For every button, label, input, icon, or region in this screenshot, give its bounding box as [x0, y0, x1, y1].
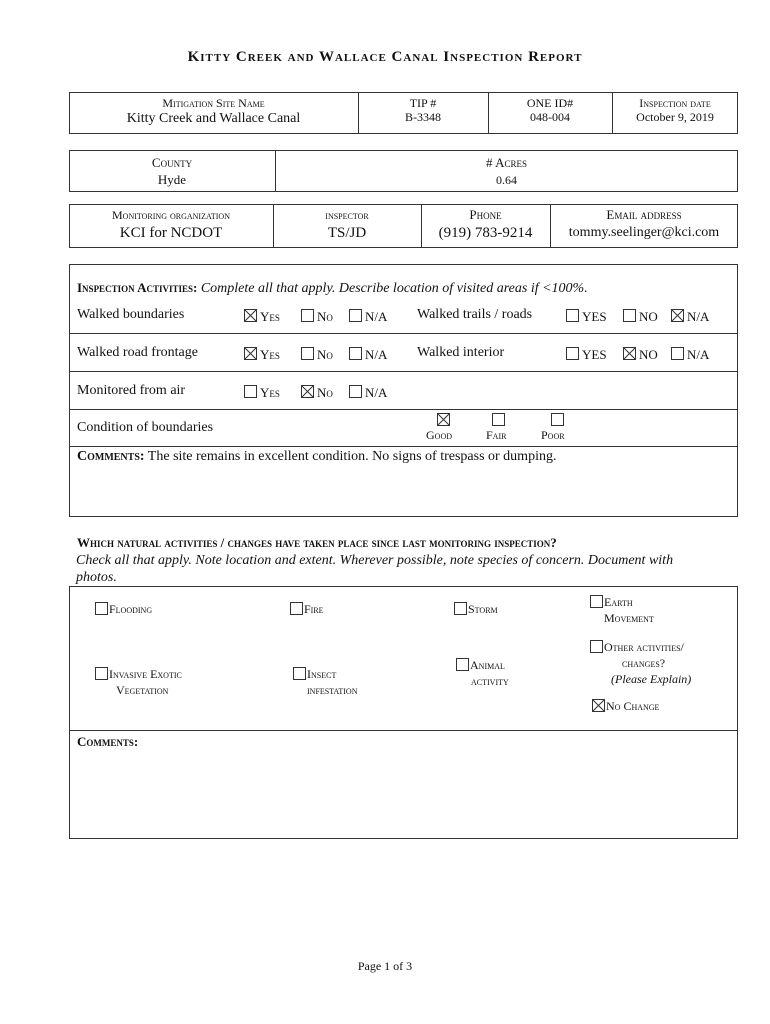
walked-interior-yes-checkbox[interactable] [566, 347, 579, 360]
inspection-activities-heading: Inspection Activities: [77, 280, 198, 295]
storm-checkbox[interactable] [454, 602, 467, 615]
acres-value: 0.64 [496, 173, 517, 187]
monitoring-org-value: KCI for NCDOT [119, 225, 223, 241]
tip-value: B-3348 [405, 110, 441, 124]
walked-interior-na-checkbox[interactable] [671, 347, 684, 360]
insect-infestation-label-line2: infestation [307, 683, 358, 697]
condition-poor-label: Poor [541, 428, 565, 442]
walked-boundaries-yes-label: Yes [260, 309, 280, 324]
no-change-checkbox[interactable] [592, 699, 605, 712]
walked-trails-no-checkbox[interactable] [623, 309, 636, 322]
other-activities-checkbox[interactable] [590, 640, 603, 653]
animal-activity-checkbox[interactable] [456, 658, 469, 671]
walked-road-frontage-label: Walked road frontage [77, 345, 198, 360]
monitored-from-air-no-checkbox[interactable] [301, 385, 314, 398]
condition-fair-checkbox[interactable] [492, 413, 505, 426]
walked-road-frontage-yes-checkbox[interactable] [244, 347, 257, 360]
condition-good-label: Good [426, 428, 452, 442]
earth-movement-checkbox[interactable] [590, 595, 603, 608]
walked-interior-no-label: NO [639, 347, 658, 362]
walked-trails-label: Walked trails / roads [417, 307, 533, 322]
storm-label: Storm [468, 602, 498, 616]
monitoring-org-label: Monitoring organization [112, 208, 230, 222]
email-value: tommy.seelinger@kci.com [568, 225, 720, 240]
check-x-icon [672, 310, 683, 321]
monitored-from-air-label: Monitored from air [77, 383, 186, 398]
condition-poor-checkbox[interactable] [551, 413, 564, 426]
walked-interior-no-checkbox[interactable] [623, 347, 636, 360]
report-title: Kitty Creek and Wallace Canal Inspection Report [187, 49, 583, 65]
one-id-label: ONE ID# [526, 96, 574, 110]
fire-checkbox[interactable] [290, 602, 303, 615]
check-x-icon [593, 700, 604, 711]
insect-infestation-checkbox[interactable] [293, 667, 306, 680]
walked-interior-na-label: N/A [687, 347, 710, 362]
natural-comments-field[interactable] [70, 752, 737, 838]
walked-interior-yes-label: YES [582, 347, 607, 362]
check-x-icon [245, 348, 256, 359]
inspection-comments-label: Comments: [77, 449, 145, 464]
other-activities-label-line1: Other activities/ [604, 640, 684, 654]
county-value: Hyde [157, 172, 187, 187]
monitored-from-air-yes-label: Yes [260, 385, 280, 400]
walked-trails-yes-checkbox[interactable] [566, 309, 579, 322]
inspection-comments-text[interactable]: The site remains in excellent condition. No signs of trespass or dumping. [144, 449, 557, 464]
walked-boundaries-na-label: N/A [365, 309, 388, 324]
fire-label: Fire [304, 602, 324, 616]
walked-trails-yes-label: YES [582, 309, 607, 324]
walked-road-frontage-no-checkbox[interactable] [301, 347, 314, 360]
invasive-exotic-label-line2: Vegetation [116, 683, 169, 697]
tip-label: TIP # [409, 96, 437, 110]
animal-activity-label-line1: Animal [470, 658, 505, 672]
inspection-date-value: October 9, 2019 [636, 110, 714, 124]
email-label: Email address [606, 207, 682, 222]
phone-value: (919) 783-9214 [438, 225, 533, 241]
natural-activities-instructions: Check all that apply. Note location and extent. Wherever possible, note species of concern. Document with photos. [76, 553, 674, 585]
check-x-icon [302, 386, 313, 397]
check-x-icon [438, 414, 449, 425]
county-label: County [151, 155, 193, 170]
invasive-exotic-label-line1: Invasive Exotic [109, 667, 182, 681]
earth-movement-label-line1: Earth [604, 595, 633, 609]
inspector-value: TS/JD [327, 225, 367, 241]
walked-trails-na-label: N/A [687, 309, 710, 324]
walked-boundaries-no-checkbox[interactable] [301, 309, 314, 322]
walked-boundaries-label: Walked boundaries [77, 307, 185, 322]
insect-infestation-label-line1: Insect [307, 667, 337, 681]
phone-label: Phone [469, 207, 502, 222]
monitored-from-air-yes-checkbox[interactable] [244, 385, 257, 398]
walked-road-frontage-na-label: N/A [365, 347, 388, 362]
walked-trails-na-checkbox[interactable] [671, 309, 684, 322]
walked-boundaries-yes-checkbox[interactable] [244, 309, 257, 322]
walked-interior-label: Walked interior [417, 345, 505, 360]
acres-label: # Acres [486, 155, 527, 170]
walked-road-frontage-no-label: No [317, 347, 333, 362]
no-change-label: No Change [606, 699, 660, 713]
walked-trails-no-label: NO [639, 309, 658, 324]
natural-comments-label: Comments: [77, 734, 139, 749]
inspection-date-label: Inspection date [639, 96, 711, 110]
monitored-from-air-na-label: N/A [365, 385, 388, 400]
monitored-from-air-no-label: No [317, 385, 333, 400]
inspection-activities-instructions: Complete all that apply. Describe location of visited areas if <100%. [197, 281, 588, 296]
other-activities-label-line2: changes? [622, 656, 666, 670]
animal-activity-label-line2: activity [471, 674, 509, 688]
walked-road-frontage-yes-label: Yes [260, 347, 280, 362]
earth-movement-label-line2: Movement [604, 611, 654, 625]
flooding-checkbox[interactable] [95, 602, 108, 615]
natural-activities-heading: Which natural activities / changes have taken place since last monitoring inspection? [77, 535, 557, 550]
other-activities-label-line3: (Please Explain) [611, 672, 692, 686]
site-name-value: Kitty Creek and Wallace Canal [126, 111, 301, 126]
condition-fair-label: Fair [486, 428, 507, 442]
invasive-exotic-vegetation-checkbox[interactable] [95, 667, 108, 680]
inspector-label: inspector [325, 208, 369, 222]
page-number: Page 1 of 3 [357, 959, 413, 973]
monitored-from-air-na-checkbox[interactable] [349, 385, 362, 398]
walked-boundaries-na-checkbox[interactable] [349, 309, 362, 322]
check-x-icon [624, 348, 635, 359]
site-name-label: Mitigation Site Name [162, 96, 265, 110]
condition-of-boundaries-label: Condition of boundaries [77, 420, 214, 435]
walked-boundaries-no-label: No [317, 309, 333, 324]
one-id-value: 048-004 [530, 110, 570, 124]
walked-road-frontage-na-checkbox[interactable] [349, 347, 362, 360]
condition-good-checkbox[interactable] [437, 413, 450, 426]
check-x-icon [245, 310, 256, 321]
flooding-label: Flooding [109, 602, 153, 616]
